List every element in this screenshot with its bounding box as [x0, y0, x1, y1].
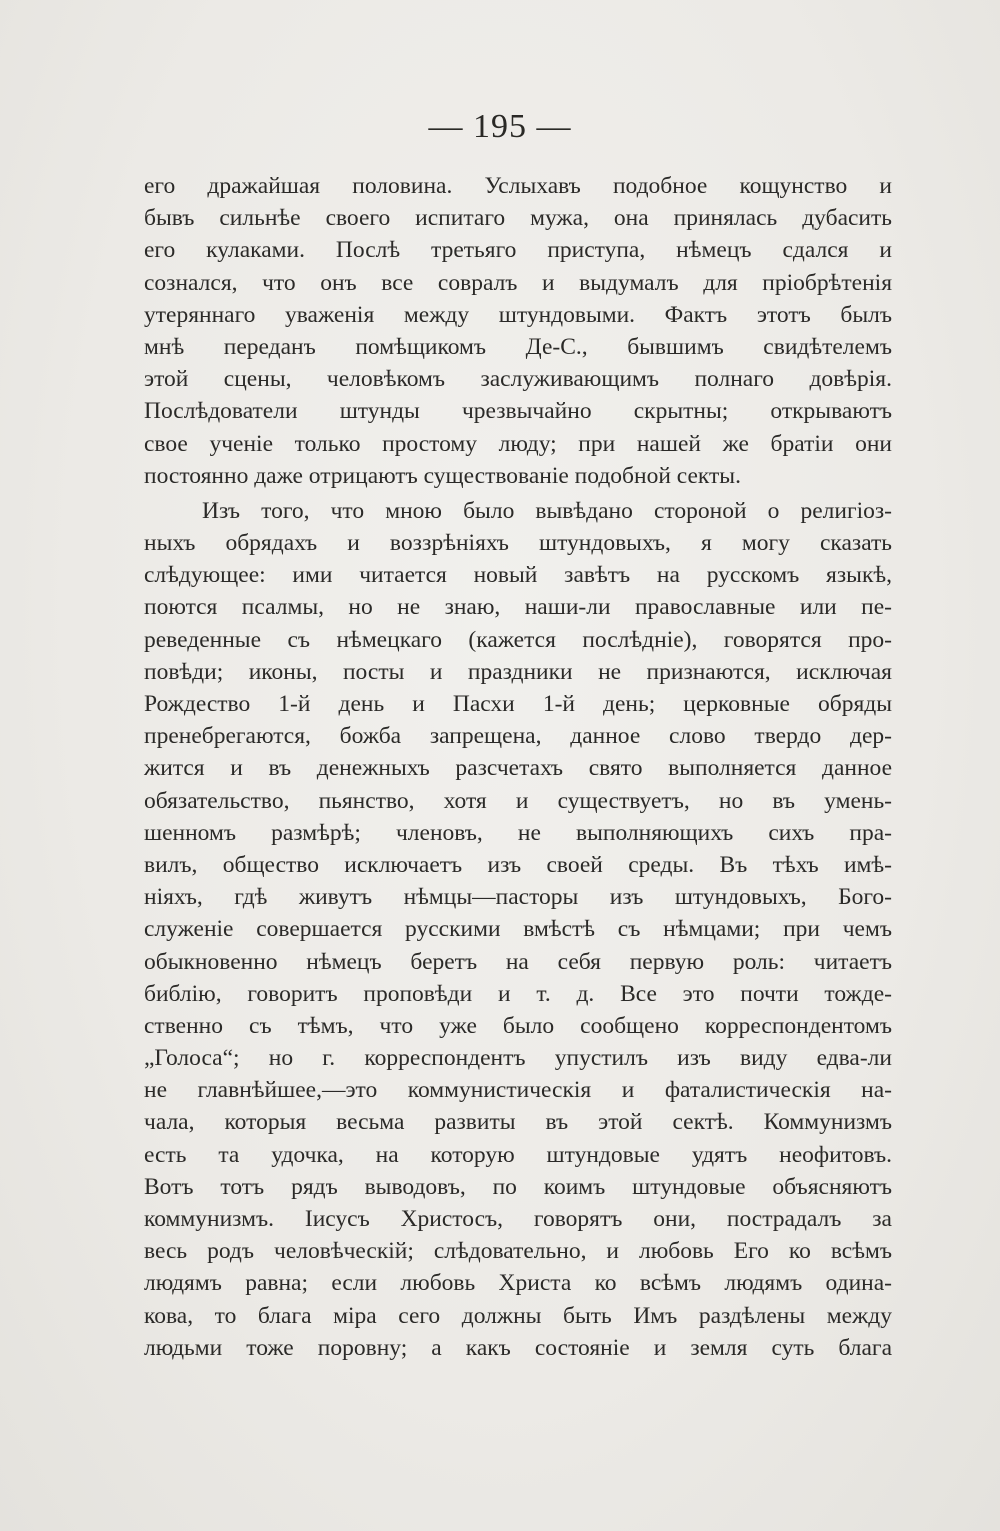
text-line: есть та удочка, на которую штундовые удятъ неофитовъ.	[144, 1141, 892, 1168]
text-line: чала, которыя весьма развиты въ этой сектѣ. Коммунизмъ	[144, 1109, 892, 1136]
text-line: шенномъ размѣрѣ; членовъ, не выполняющихъ сихъ пра-	[144, 819, 892, 846]
text-line: ныхъ обрядахъ и воззрѣніяхъ штундовыхъ, я могу сказать	[144, 530, 892, 557]
paragraph-1	[144, 170, 892, 492]
text-line: мнѣ переданъ помѣщикомъ Де-С., бывшимъ свидѣтелемъ	[144, 333, 892, 360]
text-line: весь родъ человѣческій; слѣдовательно, и любовь Его ко всѣмъ	[144, 1238, 892, 1265]
text-line: Вотъ тотъ рядъ выводовъ, по коимъ штундовые объясняютъ	[144, 1173, 892, 1200]
text-line: слѣдующее: ими читается новый завѣтъ на русскомъ языкѣ,	[144, 562, 892, 589]
text-line: пренебрегаются, божба запрещена, данное слово твердо дер-	[144, 723, 892, 750]
body-text	[144, 170, 892, 1364]
text-line: обыкновенно нѣмецъ беретъ на себя первую роль: читаетъ	[144, 948, 892, 975]
text-line: ственно съ тѣмъ, что уже было сообщено корреспондентомъ	[144, 1012, 892, 1039]
text-line: Послѣдователи штунды чрезвычайно скрытны; открываютъ	[144, 398, 892, 425]
text-line: кова, то блага міра сего должны быть Имъ раздѣлены между	[144, 1302, 892, 1329]
text-line: сознался, что онъ все совралъ и выдумалъ для пріобрѣтенія	[144, 269, 892, 296]
text-line: реведенные съ нѣмецкаго (кажется послѣдніе), говорятся про-	[144, 626, 892, 653]
text-line: постоянно даже отрицаютъ существованіе подобной секты.	[144, 462, 741, 489]
text-line: служеніе совершается русскими вмѣстѣ съ нѣмцами; при чемъ	[144, 916, 892, 943]
text-line: его дражайшая половина. Услыхавъ подобное кощунство и	[144, 173, 892, 199]
text-line: „Голоса“; но г. корреспондентъ упустилъ изъ виду едва-ли	[144, 1045, 892, 1072]
text-line: этой сцены, человѣкомъ заслуживающимъ полнаго довѣрія.	[144, 366, 892, 393]
page-number: — 195 —	[428, 108, 572, 145]
text-line: библію, говоритъ проповѣди и т. д. Все это почти тожде-	[144, 980, 892, 1007]
text-line: вилъ, общество исключаетъ изъ своей среды. Въ тѣхъ имѣ-	[144, 851, 892, 878]
text-line: свое ученіе только простому люду; при нашей же братіи они	[144, 430, 892, 457]
text-line: Рождество 1-й день и Пасхи 1-й день; церковные обряды	[144, 691, 892, 717]
text-line: ніяхъ, гдѣ живутъ нѣмцы—пасторы изъ штундовыхъ, Бого-	[144, 884, 892, 911]
text-line: обязательство, пьянство, хотя и существуетъ, но въ умень-	[144, 787, 892, 814]
text-line: бывъ сильнѣе своего испитаго мужа, она принялась дубасить	[144, 205, 892, 232]
text-line: не главнѣйшее,—это коммунистическія и фаталистическія на-	[144, 1077, 892, 1104]
text-line: его кулаками. Послѣ третьяго приступа, нѣмецъ сдался и	[144, 237, 892, 264]
text-line: коммунизмъ. Іисусъ Христосъ, говорятъ они, пострадалъ за	[144, 1206, 892, 1232]
text-line: людямъ равна; если любовь Христа ко всѣмъ людямъ одина-	[144, 1270, 892, 1297]
text-line: людьми тоже поровну; а какъ состояніе и земля суть блага	[144, 1334, 892, 1361]
text-line: повѣди; иконы, посты и праздники не признаются, исключая	[144, 658, 892, 685]
text-line: поются псалмы, но не знаю, наши-ли православные или пе-	[144, 594, 892, 621]
text-line: жится и въ денежныхъ разсчетахъ свято выполняется данное	[144, 755, 892, 782]
text-line: Изъ того, что мною было вывѣдано стороной о религіоз-	[202, 497, 892, 524]
text-line: утеряннаго уваженія между штундовыми. Фактъ этотъ былъ	[144, 301, 892, 328]
paragraph-2	[144, 495, 892, 1364]
